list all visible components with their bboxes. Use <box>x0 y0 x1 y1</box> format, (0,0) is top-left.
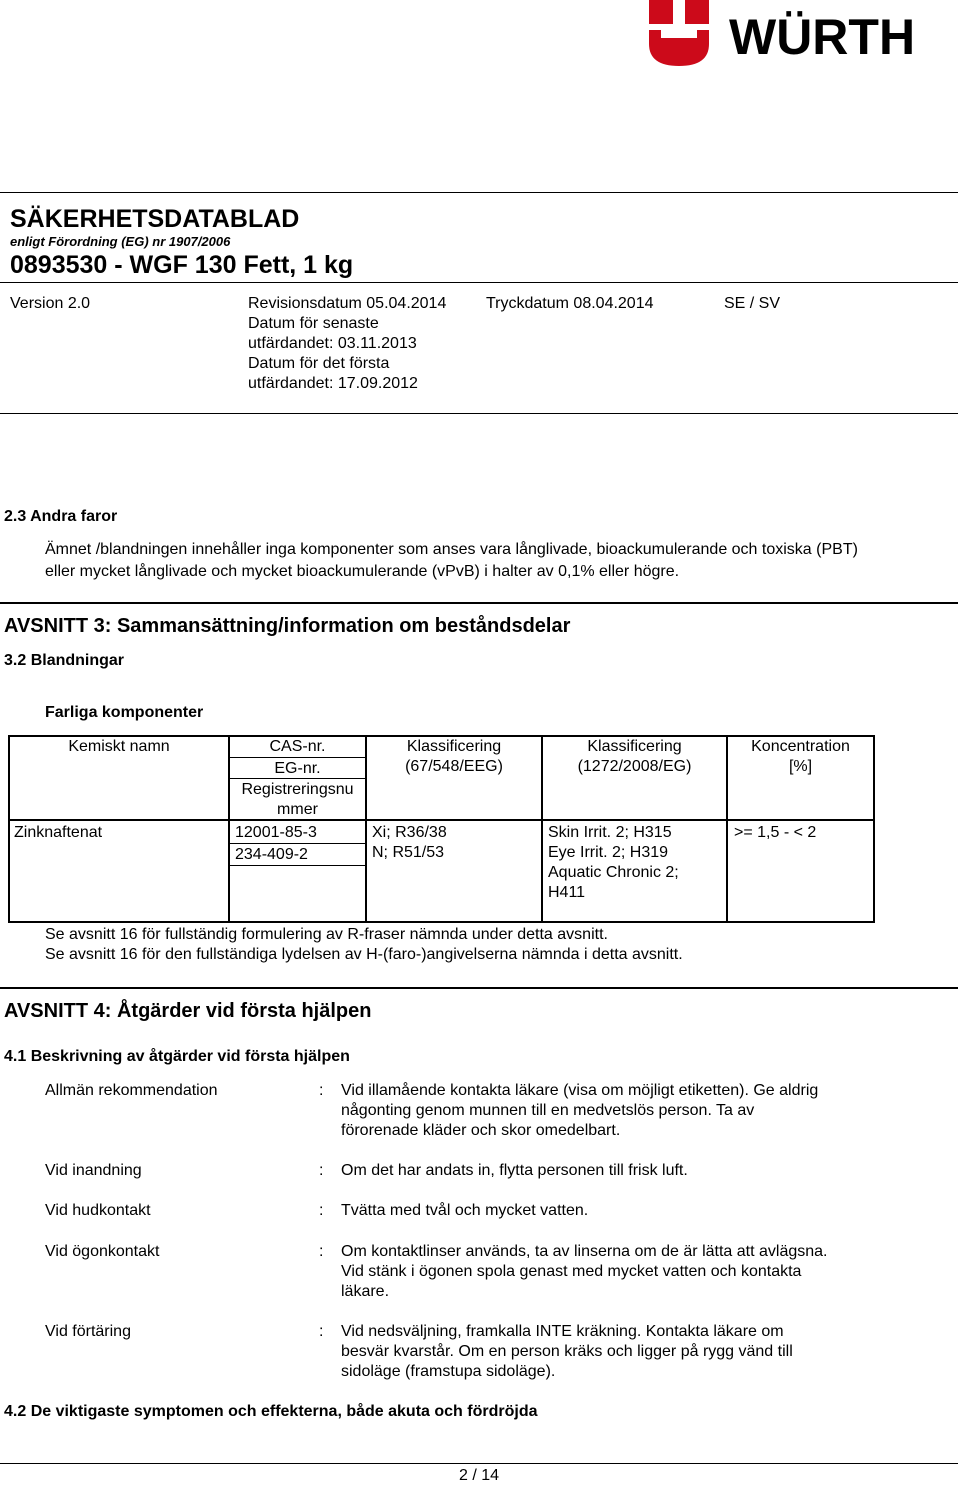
revision-line: Datum för senaste <box>248 315 379 332</box>
revision-line: Revisionsdatum 05.04.2014 <box>248 295 447 312</box>
section-3-divider <box>0 602 958 604</box>
version-label: Version 2.0 <box>10 295 91 312</box>
first-aid-label-general: Allmän rekommendation <box>45 1082 218 1099</box>
table-header-divider <box>8 819 875 821</box>
header-line: [%] <box>788 758 813 775</box>
first-aid-text-inhalation <box>341 1161 901 1181</box>
label-colon: : <box>319 1323 324 1340</box>
text-line: Om det har andats in, flytta personen till frisk luft. <box>341 1162 688 1179</box>
table-caption: Farliga komponenter <box>45 704 204 721</box>
label-colon: : <box>319 1243 324 1260</box>
header-divider-mid <box>0 282 958 283</box>
first-aid-text-skin <box>341 1201 901 1221</box>
wurth-logo <box>649 0 957 70</box>
locale-label: SE / SV <box>724 295 781 312</box>
section-3-heading: AVSNITT 3: Sammansättning/information om beståndsdelar <box>4 615 571 637</box>
table-cell-divider <box>228 843 365 844</box>
header-line: (1272/2008/EG) <box>577 758 692 775</box>
note-line: Se avsnitt 16 för den fullständiga lydelsen av H-(faro-)angivelserna nämnda i detta avsnitt. <box>45 946 683 963</box>
text-line: Om kontaktlinser används, ta av linserna om de är lätta att avlägsna. <box>341 1243 828 1260</box>
cell-chemical-name: Zinknaftenat <box>14 824 103 841</box>
section-4-1-heading: 4.1 Beskrivning av åtgärder vid första hjälpen <box>4 1048 350 1065</box>
cell-ec: 234-409-2 <box>235 846 308 863</box>
label-colon: : <box>319 1202 324 1219</box>
header-classification-clp <box>543 737 726 777</box>
header-line: Klassificering <box>406 738 502 755</box>
text-line: besvär kvarstår. Om en person kräks och ligger på rygg vänd till <box>341 1343 793 1360</box>
header-line: Klassificering <box>587 738 682 755</box>
cell-concentration: >= 1,5 - < 2 <box>734 824 817 841</box>
cell-line: Eye Irrit. 2; H319 <box>548 844 669 861</box>
text-line: Vid stänk i ögonen spola genast med mycket vatten och kontakta <box>341 1263 802 1280</box>
cell-line: Aquatic Chronic 2; <box>548 864 679 881</box>
section-4-2-heading: 4.2 De viktigaste symptomen och effekterna, både akuta och fördröjda <box>4 1403 538 1420</box>
header-cas: CAS-nr. <box>269 738 326 755</box>
first-aid-label-eyes: Vid ögonkontakt <box>45 1243 160 1260</box>
revision-line: Datum för det första <box>248 355 390 372</box>
text-line: Tvätta med tvål och mycket vatten. <box>341 1202 589 1219</box>
table-cell-divider <box>228 865 365 866</box>
cell-classification-clp <box>548 823 679 903</box>
first-aid-text-general <box>341 1081 901 1141</box>
header-divider-bottom <box>0 413 958 414</box>
document-title: SÄKERHETSDATABLAD <box>10 205 300 233</box>
cell-classification-dsd <box>372 823 447 863</box>
header-line: Registreringsnu <box>241 781 354 798</box>
section-3-notes <box>45 925 683 965</box>
cell-cas: 12001-85-3 <box>235 824 317 841</box>
first-aid-label-inhalation: Vid inandning <box>45 1162 142 1179</box>
header-line: (67/548/EEG) <box>405 758 503 775</box>
footer-divider <box>0 1463 958 1464</box>
text-line: Vid illamående kontakta läkare (visa om möjligt etiketten). Ge aldrig <box>341 1082 819 1099</box>
section-4-divider <box>0 987 958 989</box>
print-date: Tryckdatum 08.04.2014 <box>486 295 654 312</box>
paragraph-line: Ämnet /blandningen innehåller inga komponenter som anses vara långlivade, bioackumulerande och toxiska (PBT) <box>45 541 858 558</box>
text-line: någonting genom munnen till en medvetslös person. Ta av <box>341 1102 755 1119</box>
text-line: sidoläge (framstupa sidoläge). <box>341 1363 556 1380</box>
section-2-3-heading: 2.3 Andra faror <box>4 508 118 525</box>
first-aid-text-eyes <box>341 1242 901 1302</box>
cell-line: Skin Irrit. 2; H315 <box>548 824 672 841</box>
first-aid-text-ingestion <box>341 1322 901 1382</box>
text-line: förorenade kläder och skor omedelbart. <box>341 1122 621 1139</box>
section-3-2-heading: 3.2 Blandningar <box>4 652 125 669</box>
paragraph-line: eller mycket långlivade och mycket bioackumulerande (vPvB) i halter av 0,1% eller högre. <box>45 563 680 580</box>
brand-text: WÜRTH <box>729 9 916 65</box>
label-colon: : <box>319 1162 324 1179</box>
label-colon: : <box>319 1082 324 1099</box>
table-border-bottom <box>8 921 875 923</box>
header-registration <box>230 780 365 820</box>
header-line: Koncentration <box>751 738 850 755</box>
table-border-right <box>873 735 875 923</box>
header-divider-top <box>0 192 958 193</box>
first-aid-label-ingestion: Vid förtäring <box>45 1323 131 1340</box>
text-line: Vid nedsväljning, framkalla INTE kräkning. Kontakta läkare om <box>341 1323 784 1340</box>
header-chemical-name: Kemiskt namn <box>68 738 170 755</box>
page-number: 2 / 14 <box>458 1467 500 1484</box>
first-aid-label-skin: Vid hudkontakt <box>45 1202 151 1219</box>
table-border-left <box>8 735 10 923</box>
document-subtitle: enligt Förordning (EG) nr 1907/2006 <box>10 234 231 249</box>
header-classification-dsd <box>367 737 541 777</box>
cell-line: H411 <box>548 884 586 901</box>
text-line: läkare. <box>341 1283 390 1300</box>
section-4-heading: AVSNITT 4: Åtgärder vid första hjälpen <box>4 1000 372 1022</box>
note-line: Se avsnitt 16 för fullständig formulering av R-fraser nämnda under detta avsnitt. <box>45 926 608 943</box>
revision-info <box>248 294 446 394</box>
cell-line: N; R51/53 <box>372 844 445 861</box>
header-concentration <box>728 737 873 777</box>
header-ec: EG-nr. <box>274 760 321 777</box>
section-2-3-text <box>45 539 858 583</box>
product-name: 0893530 - WGF 130 Fett, 1 kg <box>10 251 354 279</box>
revision-line: utfärdandet: 17.09.2012 <box>248 375 418 392</box>
table-cell-divider <box>228 757 365 758</box>
header-line: mmer <box>277 801 318 818</box>
cell-line: Xi; R36/38 <box>372 824 447 841</box>
revision-line: utfärdandet: 03.11.2013 <box>248 335 417 352</box>
